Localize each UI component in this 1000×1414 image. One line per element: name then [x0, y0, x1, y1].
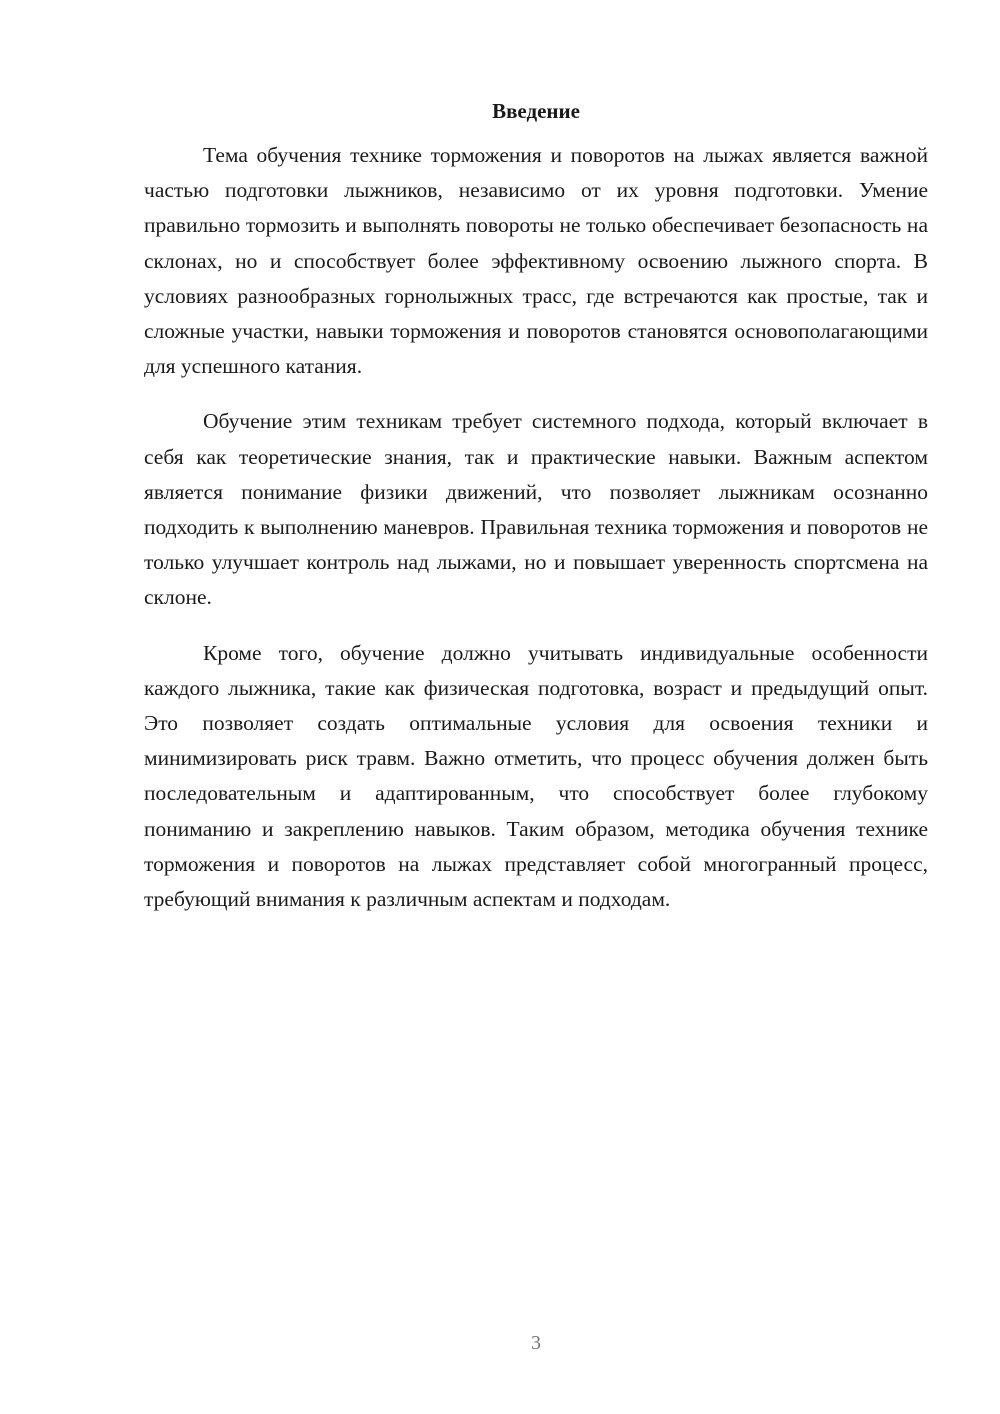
page-number: 3 — [531, 1332, 541, 1354]
section-heading: Введение — [492, 99, 580, 123]
page-content — [144, 96, 928, 917]
paragraph-2: Обучение этим техникам требует системного подхода, который включает в себя как теоретические знания, так и практические навыки. Важным аспектом является понимание физики движений, что позволяет лыжникам осознанно подходить к выполнению маневров. Правильная техника торможения и поворотов не только улучшает контроль над лыжами, но и повышает уверенность спортсмена на склоне. — [144, 409, 928, 610]
paragraph-3: Кроме того, обучение должно учитывать индивидуальные особенности каждого лыжника, такие как физическая подготовка, возраст и предыдущий опыт. Это позволяет создать оптимальные условия для освоения техники и минимизировать риск травм. Важно отметить, что процесс обучения должен быть последовательным и адаптированным, что способствует более глубокому пониманию и закреплению навыков. Таким образом, методика обучения технике торможения и поворотов на лыжах представляет собой многогранный процесс, требующий внимания к различным аспектам и подходам. — [144, 640, 928, 912]
paragraph-1: Тема обучения технике торможения и поворотов на лыжах является важной частью подготовки лыжников, независимо от их уровня подготовки. Умение правильно тормозить и выполнять повороты не только обеспечивает безопасность на склонах, но и способствует более эффективному освоению лыжного спорта. В условиях разнообразных горнолыжных трасс, где встречаются как простые, так и сложные участки, навыки торможения и поворотов становятся основополагающими для успешного катания. — [144, 143, 928, 379]
